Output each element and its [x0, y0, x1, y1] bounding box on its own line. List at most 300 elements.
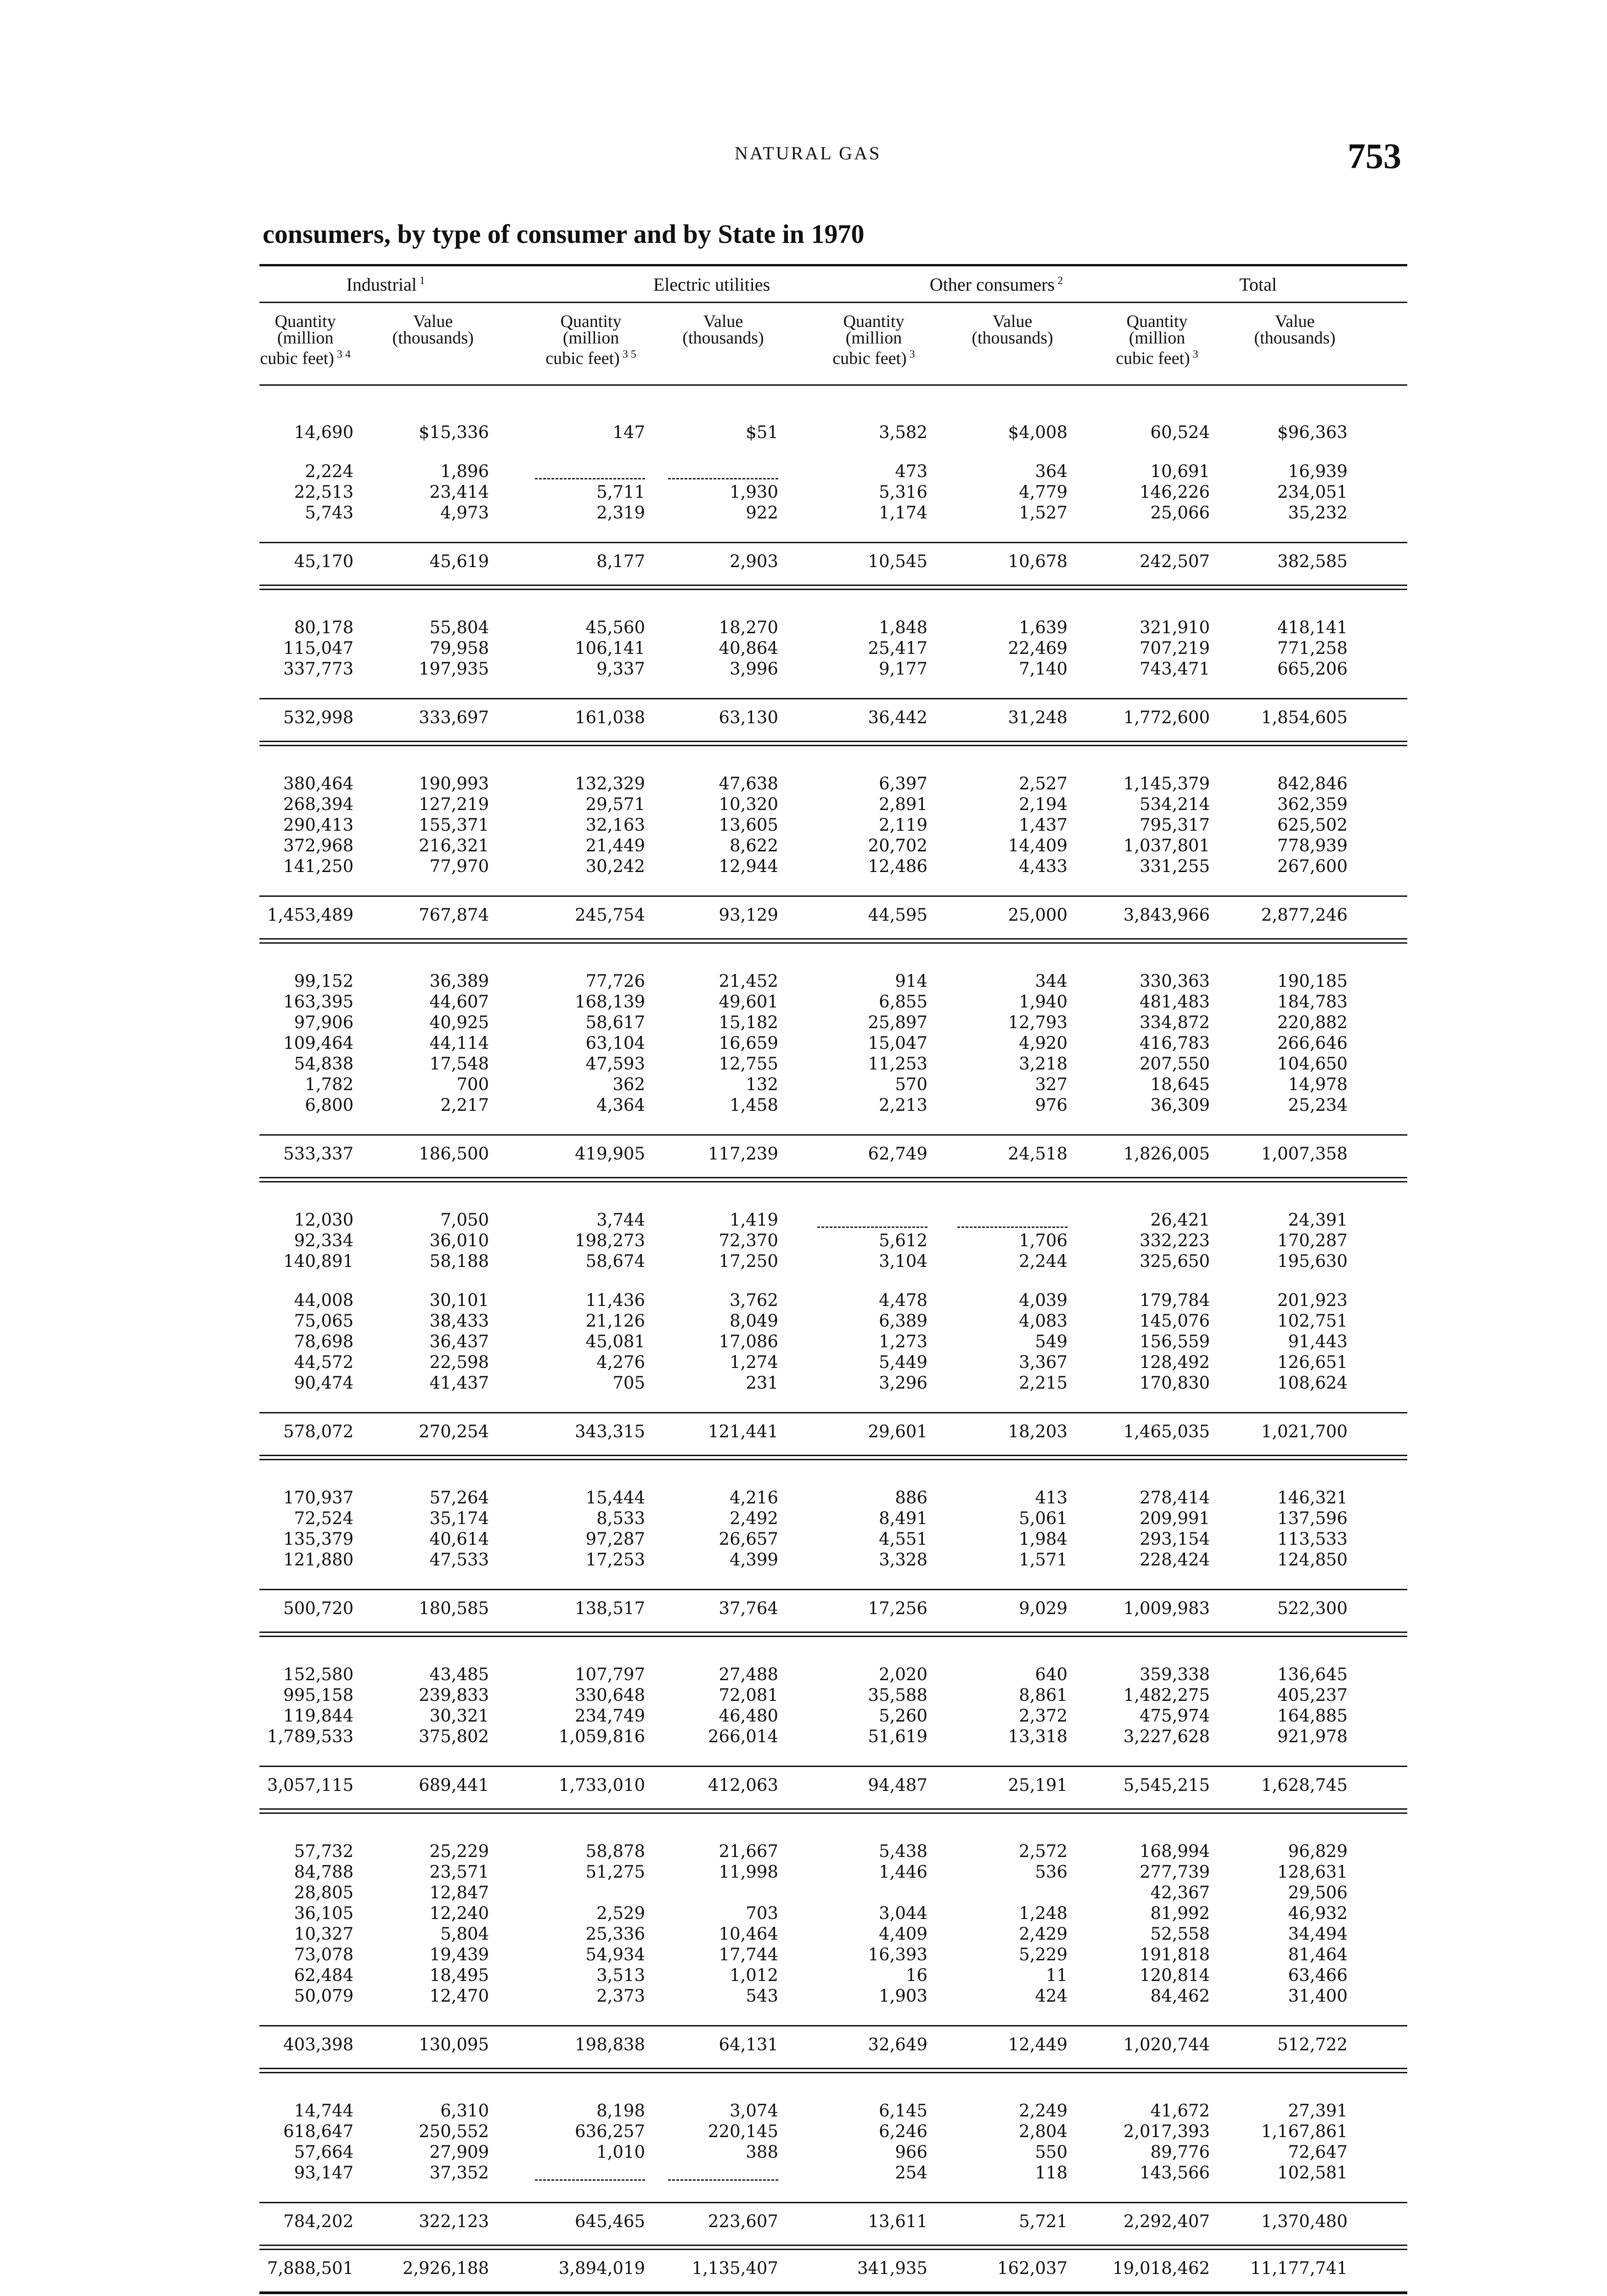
footnote-marker: 3 4 — [334, 349, 351, 360]
other-quantity-cell: 11,253 — [868, 1054, 927, 1074]
other-quantity-cell: 32,649 — [868, 2035, 927, 2054]
electric-quantity-cell: 705 — [612, 1373, 645, 1393]
total-value-cell: 146,321 — [1277, 1488, 1348, 1508]
other-quantity-cell: 3,582 — [879, 422, 927, 442]
other-value-cell: 31,248 — [1008, 708, 1068, 727]
table-row — [259, 1924, 1407, 1945]
total-quantity-cell: 1,145,379 — [1123, 774, 1210, 793]
grand-total-row — [259, 2250, 1407, 2291]
column-header-line: Value — [1275, 312, 1315, 331]
group-header — [597, 274, 826, 295]
table-row — [259, 618, 1407, 638]
electric-value-cell: 64,131 — [719, 2035, 778, 2054]
other-quantity-cell: 3,044 — [879, 1903, 927, 1923]
other-quantity-cell: 4,478 — [879, 1290, 927, 1310]
other-quantity-cell: 62,749 — [868, 1144, 927, 1164]
total-value-cell: 1,021,700 — [1261, 1422, 1348, 1441]
total-quantity-cell: 19,018,462 — [1113, 2258, 1210, 2278]
electric-value-cell: 11,998 — [719, 1862, 778, 1882]
industrial-quantity-cell: 45,170 — [294, 551, 354, 571]
other-quantity-cell: 13,611 — [868, 2212, 927, 2231]
column-header — [1088, 313, 1226, 367]
electric-quantity-cell: 2,319 — [596, 503, 645, 523]
other-quantity-cell: 25,897 — [868, 1013, 927, 1032]
industrial-value-cell: 250,552 — [418, 2122, 489, 2141]
table-row — [259, 1352, 1407, 1373]
table-row — [259, 1945, 1407, 1965]
electric-quantity-cell: 77,726 — [585, 971, 645, 991]
industrial-quantity-cell: 578,072 — [283, 1422, 354, 1441]
total-quantity-cell: 416,783 — [1139, 1033, 1210, 1053]
total-quantity-cell: 5,545,215 — [1123, 1775, 1210, 1795]
other-quantity-cell: 51,619 — [868, 1727, 927, 1746]
total-quantity-cell: 25,066 — [1150, 503, 1210, 523]
total-value-cell: 113,533 — [1277, 1529, 1348, 1549]
industrial-quantity-cell: 62,484 — [294, 1965, 354, 1985]
total-value-cell: 29,506 — [1288, 1883, 1348, 1902]
group-header-label: Other consumers — [929, 274, 1055, 295]
group-header-label: Industrial — [346, 274, 417, 295]
other-quantity-cell: 9,177 — [879, 659, 927, 679]
footnote-marker: 3 5 — [619, 349, 636, 360]
other-quantity-cell: 570 — [895, 1075, 927, 1094]
industrial-quantity-cell: 380,464 — [283, 774, 354, 793]
total-quantity-cell: 145,076 — [1139, 1311, 1210, 1331]
other-value-cell: 11 — [1045, 1965, 1068, 1985]
industrial-quantity-cell: 163,395 — [283, 992, 354, 1012]
electric-value-cell: 3,074 — [730, 2101, 778, 2121]
electric-quantity-cell: 3,894,019 — [558, 2258, 645, 2278]
electric-quantity-cell: 51,275 — [585, 1862, 645, 1882]
electric-value-cell: 21,667 — [719, 1841, 778, 1861]
industrial-value-cell: 197,935 — [418, 659, 489, 679]
other-value-cell: 24,518 — [1008, 1144, 1068, 1164]
section-spacer — [259, 1460, 1407, 1488]
electric-quantity-cell: 21,449 — [585, 836, 645, 855]
total-quantity-cell: 3,227,628 — [1123, 1727, 1210, 1746]
empty-value-dashes — [535, 2179, 645, 2181]
total-quantity-cell: 209,991 — [1139, 1508, 1210, 1528]
electric-quantity-cell: 8,198 — [596, 2101, 645, 2121]
electric-quantity-cell: 4,364 — [596, 1095, 645, 1115]
other-value-cell: 2,429 — [1019, 1924, 1068, 1944]
electric-quantity-cell: 161,038 — [574, 708, 645, 727]
other-value-cell: 1,639 — [1019, 618, 1068, 637]
total-value-cell: 2,877,246 — [1261, 905, 1348, 925]
electric-value-cell: 17,250 — [719, 1251, 778, 1271]
electric-value-cell: 72,370 — [719, 1231, 778, 1250]
industrial-quantity-cell: 1,789,533 — [267, 1727, 354, 1746]
other-quantity-cell: 6,145 — [879, 2101, 927, 2121]
table-row — [259, 1231, 1407, 1251]
total-value-cell: 201,923 — [1277, 1290, 1348, 1310]
industrial-quantity-cell: 36,105 — [294, 1903, 354, 1923]
industrial-quantity-cell: 1,782 — [305, 1075, 354, 1094]
table-row — [259, 422, 1407, 443]
total-quantity-cell: 359,338 — [1139, 1665, 1210, 1684]
total-quantity-cell: 334,872 — [1139, 1013, 1210, 1032]
industrial-quantity-cell: 57,732 — [294, 1841, 354, 1861]
electric-quantity-cell: 11,436 — [585, 1290, 645, 1310]
total-value-cell: 31,400 — [1288, 1986, 1348, 2006]
electric-value-cell: 13,605 — [719, 815, 778, 835]
other-value-cell: 327 — [1035, 1075, 1068, 1094]
total-quantity-cell: 81,992 — [1150, 1903, 1210, 1923]
total-value-cell: 14,978 — [1288, 1075, 1348, 1094]
table-row — [259, 1665, 1407, 1685]
other-quantity-cell: 6,855 — [879, 992, 927, 1012]
industrial-quantity-cell: 140,891 — [283, 1251, 354, 1271]
total-value-cell: 1,854,605 — [1261, 708, 1348, 727]
electric-quantity-cell: 58,617 — [585, 1013, 645, 1032]
column-header — [944, 313, 1081, 346]
other-value-cell: 4,083 — [1019, 1311, 1068, 1331]
industrial-value-cell: 30,321 — [429, 1706, 489, 1726]
electric-value-cell: 231 — [746, 1373, 778, 1393]
group-header-row — [259, 264, 1407, 303]
total-quantity-cell: 146,226 — [1139, 482, 1210, 502]
industrial-value-cell: 190,993 — [418, 774, 489, 793]
total-quantity-cell: 331,255 — [1139, 856, 1210, 876]
total-value-cell: 11,177,741 — [1250, 2258, 1348, 2278]
industrial-quantity-cell: 93,147 — [294, 2163, 354, 2183]
electric-quantity-cell: 4,276 — [596, 1352, 645, 1372]
block-spacer — [259, 2007, 1407, 2025]
other-quantity-cell: 29,601 — [868, 1422, 927, 1441]
electric-quantity-cell: 2,373 — [596, 1986, 645, 2006]
table-row — [259, 815, 1407, 836]
total-quantity-cell: 42,367 — [1150, 1883, 1210, 1902]
industrial-quantity-cell: 84,788 — [294, 1862, 354, 1882]
electric-value-cell: 223,607 — [708, 2212, 778, 2231]
other-value-cell: 5,721 — [1019, 2212, 1068, 2231]
electric-quantity-cell: 15,444 — [585, 1488, 645, 1508]
total-value-cell: 362,359 — [1277, 794, 1348, 814]
industrial-value-cell: 22,598 — [429, 1352, 489, 1372]
electric-value-cell: 10,320 — [719, 794, 778, 814]
double-rule — [259, 2245, 1407, 2250]
total-quantity-cell: 277,739 — [1139, 1862, 1210, 1882]
total-quantity-cell: 128,492 — [1139, 1352, 1210, 1372]
electric-quantity-cell: 198,273 — [574, 1231, 645, 1250]
industrial-value-cell: 37,352 — [429, 2163, 489, 2183]
industrial-value-cell: 55,804 — [429, 618, 489, 637]
electric-quantity-cell: 198,838 — [574, 2035, 645, 2054]
other-value-cell: 8,861 — [1019, 1685, 1068, 1705]
total-value-cell: 778,939 — [1277, 836, 1348, 855]
industrial-quantity-cell: 290,413 — [283, 815, 354, 835]
electric-value-cell: 2,903 — [730, 551, 778, 571]
industrial-quantity-cell: 121,880 — [283, 1550, 354, 1570]
industrial-quantity-cell: 170,937 — [283, 1488, 354, 1508]
industrial-quantity-cell: 618,647 — [283, 2122, 354, 2141]
other-value-cell: 9,029 — [1019, 1598, 1068, 1618]
industrial-quantity-cell: 141,250 — [283, 856, 354, 876]
table-row — [259, 1727, 1407, 1747]
other-quantity-cell: 473 — [895, 461, 927, 481]
electric-value-cell: 10,464 — [719, 1924, 778, 1944]
other-value-cell: 1,706 — [1019, 1231, 1068, 1250]
column-header-line: Quantity — [275, 312, 336, 331]
electric-quantity-cell: 419,905 — [574, 1144, 645, 1164]
other-value-cell: 1,940 — [1019, 992, 1068, 1012]
table-row — [259, 638, 1407, 659]
column-header-line: Quantity — [560, 312, 622, 331]
other-quantity-cell: 2,119 — [879, 815, 927, 835]
industrial-value-cell: 44,607 — [429, 992, 489, 1012]
table-row — [259, 794, 1407, 815]
electric-value-cell: 388 — [746, 2142, 778, 2162]
industrial-value-cell: 79,958 — [429, 638, 489, 658]
electric-quantity-cell: 8,177 — [596, 551, 645, 571]
total-quantity-cell: 228,424 — [1139, 1550, 1210, 1570]
total-quantity-cell: 52,558 — [1150, 1924, 1210, 1944]
double-rule — [259, 2068, 1407, 2073]
column-header-line: Quantity — [1126, 312, 1188, 331]
industrial-quantity-cell: 532,998 — [283, 708, 354, 727]
other-value-cell: 1,437 — [1019, 815, 1068, 835]
group-header — [1143, 274, 1373, 295]
industrial-quantity-cell: 337,773 — [283, 659, 354, 679]
table-row — [259, 774, 1407, 794]
other-quantity-cell: 254 — [895, 2163, 927, 2183]
subtotal-row — [259, 1590, 1407, 1632]
other-quantity-cell: 94,487 — [868, 1775, 927, 1795]
table-row — [259, 1488, 1407, 1508]
column-header — [364, 313, 502, 346]
total-value-cell: 104,650 — [1277, 1054, 1348, 1074]
other-value-cell: 344 — [1035, 971, 1068, 991]
other-quantity-cell: 15,047 — [868, 1033, 927, 1053]
electric-value-cell: 72,081 — [719, 1685, 778, 1705]
electric-quantity-cell: 168,139 — [574, 992, 645, 1012]
column-header-line: (thousands) — [392, 328, 474, 348]
table-row — [259, 1332, 1407, 1352]
table-row — [259, 1903, 1407, 1924]
industrial-value-cell: 1,896 — [440, 461, 489, 481]
electric-quantity-cell: 362 — [612, 1075, 645, 1094]
total-quantity-cell: 3,843,966 — [1123, 905, 1210, 925]
electric-quantity-cell: 330,648 — [574, 1685, 645, 1705]
total-quantity-cell: 1,020,744 — [1123, 2035, 1210, 2054]
electric-value-cell: 8,622 — [730, 836, 778, 855]
section-spacer — [259, 746, 1407, 774]
footnote-marker: 2 — [1055, 275, 1063, 287]
total-value-cell: 266,646 — [1277, 1033, 1348, 1053]
industrial-value-cell: 18,495 — [429, 1965, 489, 1985]
industrial-value-cell: 43,485 — [429, 1665, 489, 1684]
electric-quantity-cell: 17,253 — [585, 1550, 645, 1570]
industrial-value-cell: 44,114 — [429, 1033, 489, 1053]
column-header-line: (million — [1129, 328, 1186, 348]
total-quantity-cell: 1,826,005 — [1123, 1144, 1210, 1164]
total-quantity-cell: 168,994 — [1139, 1841, 1210, 1861]
total-value-cell: 522,300 — [1277, 1598, 1348, 1618]
industrial-value-cell: 40,614 — [429, 1529, 489, 1549]
column-header-line: cubic feet) $^{3 5}$ — [545, 349, 636, 368]
electric-quantity-cell: 9,337 — [596, 659, 645, 679]
total-quantity-cell: 325,650 — [1139, 1251, 1210, 1271]
other-quantity-cell: 17,256 — [868, 1598, 927, 1618]
other-quantity-cell: 1,903 — [879, 1986, 927, 2006]
electric-value-cell: 12,755 — [719, 1054, 778, 1074]
table-row — [259, 482, 1407, 503]
total-value-cell: 184,783 — [1277, 992, 1348, 1012]
section-spacer — [259, 1637, 1407, 1665]
industrial-quantity-cell: 533,337 — [283, 1144, 354, 1164]
industrial-value-cell: 36,010 — [429, 1231, 489, 1250]
industrial-quantity-cell: 7,888,501 — [267, 2258, 354, 2278]
electric-value-cell: 220,145 — [708, 2122, 778, 2141]
double-rule — [259, 741, 1407, 746]
table-row — [259, 1965, 1407, 1986]
electric-value-cell: 543 — [746, 1986, 778, 2006]
electric-quantity-cell: 25,336 — [585, 1924, 645, 1944]
industrial-quantity-cell: 268,394 — [283, 794, 354, 814]
industrial-quantity-cell: 92,334 — [294, 1231, 354, 1250]
other-value-cell: 2,194 — [1019, 794, 1068, 814]
other-quantity-cell: 10,545 — [868, 551, 927, 571]
total-quantity-cell: 1,009,983 — [1123, 1598, 1210, 1618]
industrial-quantity-cell: 50,079 — [294, 1986, 354, 2006]
industrial-quantity-cell: 1,453,489 — [267, 905, 354, 925]
other-quantity-cell: 4,551 — [879, 1529, 927, 1549]
electric-value-cell: 1,135,407 — [691, 2258, 778, 2278]
block-spacer — [259, 523, 1407, 542]
electric-value-cell: 1,012 — [730, 1965, 778, 1985]
subtotal-row — [259, 2026, 1407, 2068]
column-header-row — [259, 303, 1407, 386]
electric-quantity-cell: 1,010 — [596, 2142, 645, 2162]
electric-value-cell: 26,657 — [719, 1529, 778, 1549]
industrial-quantity-cell: 784,202 — [283, 2212, 354, 2231]
total-value-cell: $96,363 — [1277, 422, 1348, 442]
total-quantity-cell: 534,214 — [1139, 794, 1210, 814]
column-header-line: (thousands) — [682, 328, 764, 348]
table-row — [259, 992, 1407, 1013]
column-header-line: Quantity — [843, 312, 905, 331]
electric-value-cell: 17,086 — [719, 1332, 778, 1351]
table-row — [259, 1095, 1407, 1116]
other-quantity-cell: 5,612 — [879, 1231, 927, 1250]
other-quantity-cell: 12,486 — [868, 856, 927, 876]
other-quantity-cell: 16,393 — [868, 1945, 927, 1964]
total-value-cell: 96,829 — [1288, 1841, 1348, 1861]
table-row — [259, 503, 1407, 523]
column-header-line: (thousands) — [1254, 328, 1336, 348]
industrial-value-cell: 155,371 — [418, 815, 489, 835]
electric-value-cell: 21,452 — [719, 971, 778, 991]
electric-value-cell: 16,659 — [719, 1033, 778, 1053]
table-row — [259, 2122, 1407, 2142]
table-row — [259, 1311, 1407, 1332]
electric-value-cell: 49,601 — [719, 992, 778, 1012]
industrial-quantity-cell: 500,720 — [283, 1598, 354, 1618]
other-quantity-cell: 4,409 — [879, 1924, 927, 1944]
total-value-cell: 46,932 — [1288, 1903, 1348, 1923]
industrial-value-cell: 216,321 — [418, 836, 489, 855]
table-row — [259, 856, 1407, 877]
section-spacer — [259, 590, 1407, 618]
total-value-cell: 220,882 — [1277, 1013, 1348, 1032]
industrial-value-cell: 19,439 — [429, 1945, 489, 1964]
electric-quantity-cell: 3,744 — [596, 1210, 645, 1230]
electric-quantity-cell: 107,797 — [574, 1665, 645, 1684]
table-row — [259, 2142, 1407, 2163]
total-value-cell: 190,185 — [1277, 971, 1348, 991]
column-header-line: (million — [845, 328, 902, 348]
industrial-quantity-cell: 14,744 — [294, 2101, 354, 2121]
other-value-cell: 162,037 — [997, 2258, 1068, 2278]
column-header — [236, 313, 374, 367]
industrial-value-cell: 12,847 — [429, 1883, 489, 1902]
table-row — [259, 1075, 1407, 1095]
industrial-quantity-cell: 5,743 — [305, 503, 354, 523]
column-header-line: cubic feet) $^3$ — [1116, 349, 1198, 368]
electric-value-cell: 3,762 — [730, 1290, 778, 1310]
double-rule — [259, 1808, 1407, 1814]
industrial-value-cell: 322,123 — [418, 2212, 489, 2231]
column-header-line: cubic feet) $^3$ — [832, 349, 915, 368]
other-value-cell: 5,061 — [1019, 1508, 1068, 1528]
other-value-cell: 5,229 — [1019, 1945, 1068, 1964]
other-value-cell: 18,203 — [1008, 1422, 1068, 1441]
industrial-value-cell: 38,433 — [429, 1311, 489, 1331]
table-row — [259, 1883, 1407, 1903]
other-value-cell: 14,409 — [1008, 836, 1068, 855]
electric-quantity-cell: 106,141 — [574, 638, 645, 658]
electric-value-cell: 117,239 — [708, 1144, 778, 1164]
industrial-value-cell: 27,909 — [429, 2142, 489, 2162]
electric-value-cell: 18,270 — [719, 618, 778, 637]
industrial-quantity-cell: 372,968 — [283, 836, 354, 855]
industrial-value-cell: 25,229 — [429, 1841, 489, 1861]
other-quantity-cell: 3,328 — [879, 1550, 927, 1570]
total-value-cell: 102,751 — [1277, 1311, 1348, 1331]
other-value-cell: 12,449 — [1008, 2035, 1068, 2054]
total-value-cell: 91,443 — [1288, 1332, 1348, 1351]
total-value-cell: 128,631 — [1277, 1862, 1348, 1882]
industrial-quantity-cell: 135,379 — [283, 1529, 354, 1549]
double-rule — [259, 1177, 1407, 1182]
electric-quantity-cell: 5,711 — [596, 482, 645, 502]
total-value-cell: 665,206 — [1277, 659, 1348, 679]
electric-value-cell: 15,182 — [719, 1013, 778, 1032]
electric-value-cell: 1,274 — [730, 1352, 778, 1372]
industrial-value-cell: 6,310 — [440, 2101, 489, 2121]
total-quantity-cell: 330,363 — [1139, 971, 1210, 991]
other-value-cell: 25,191 — [1008, 1775, 1068, 1795]
electric-quantity-cell: 63,104 — [585, 1033, 645, 1053]
total-quantity-cell: 278,414 — [1139, 1488, 1210, 1508]
electric-value-cell: 47,638 — [719, 774, 778, 793]
other-value-cell: 4,779 — [1019, 482, 1068, 502]
empty-value-dashes — [535, 478, 645, 479]
total-value-cell: 27,391 — [1288, 2101, 1348, 2121]
total-value-cell: 512,722 — [1277, 2035, 1348, 2054]
total-quantity-cell: 481,483 — [1139, 992, 1210, 1012]
electric-quantity-cell: 138,517 — [574, 1598, 645, 1618]
block-spacer — [259, 1394, 1407, 1412]
total-quantity-cell: 41,672 — [1150, 2101, 1210, 2121]
industrial-quantity-cell: 80,178 — [294, 618, 354, 637]
other-value-cell: 13,318 — [1008, 1727, 1068, 1746]
electric-value-cell: 27,488 — [719, 1665, 778, 1684]
total-quantity-cell: 89,776 — [1150, 2142, 1210, 2162]
electric-quantity-cell: 8,533 — [596, 1508, 645, 1528]
block-spacer — [259, 1272, 1407, 1290]
industrial-quantity-cell: 109,464 — [283, 1033, 354, 1053]
